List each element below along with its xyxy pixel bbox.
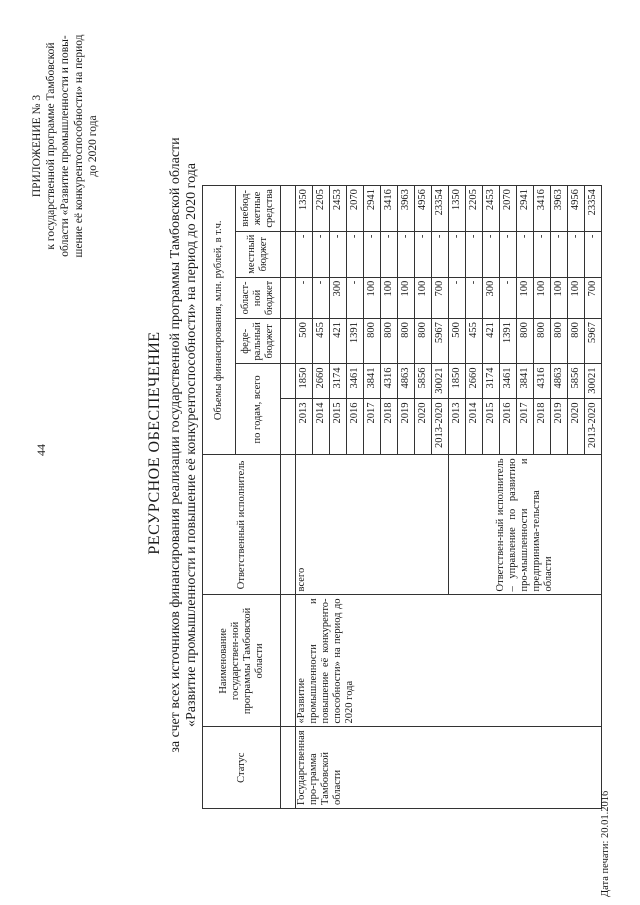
year-cell: 2013-2020 — [585, 399, 602, 455]
extra-cell: 2205 — [466, 186, 483, 232]
federal-cell: 800 — [551, 319, 568, 364]
regional-cell: 300 — [330, 277, 347, 318]
total-cell: 3841 — [364, 364, 381, 399]
appendix-line: шение её конкурентоспособности» на период — [73, 34, 85, 258]
empty-cell — [281, 364, 296, 399]
appendix-note — [30, 21, 100, 271]
local-cell: - — [381, 231, 398, 277]
total-cell: 4316 — [534, 364, 551, 399]
total-cell: 4863 — [551, 364, 568, 399]
empty-cell — [281, 455, 296, 595]
extra-cell: 2453 — [330, 186, 347, 232]
header-regional: област-ной бюджет — [236, 277, 281, 318]
federal-cell: 421 — [483, 319, 500, 364]
executor-cell: всего — [296, 455, 449, 595]
extra-cell: 3416 — [534, 186, 551, 232]
year-cell: 2018 — [534, 399, 551, 455]
header-funding-group: Объемы финансирования, млн. рублей, в т.ч. — [203, 186, 236, 455]
total-cell: 3174 — [483, 364, 500, 399]
federal-cell: 500 — [449, 319, 466, 364]
year-cell: 2013 — [449, 399, 466, 455]
appendix-line: до 2020 года — [87, 115, 99, 177]
extra-cell: 2941 — [517, 186, 534, 232]
local-cell: - — [534, 231, 551, 277]
year-cell: 2020 — [568, 399, 585, 455]
regional-cell: 100 — [415, 277, 432, 318]
local-cell: - — [313, 231, 330, 277]
funding-table — [202, 185, 602, 809]
regional-cell: - — [466, 277, 483, 318]
empty-cell — [281, 277, 296, 318]
header-local: местный бюджет — [236, 231, 281, 277]
local-cell: - — [330, 231, 347, 277]
empty-cell — [281, 186, 296, 232]
total-cell: 1850 — [449, 364, 466, 399]
federal-cell: 800 — [381, 319, 398, 364]
year-cell: 2016 — [347, 399, 364, 455]
header-program-name: Наименование государствен-ной программы Тамбовской области — [203, 595, 281, 727]
header-executor: Ответственный исполнитель — [203, 455, 281, 595]
federal-cell: 800 — [517, 319, 534, 364]
empty-cell — [281, 595, 296, 727]
total-cell: 30021 — [585, 364, 602, 399]
regional-cell: 100 — [551, 277, 568, 318]
federal-cell: 800 — [364, 319, 381, 364]
local-cell: - — [585, 231, 602, 277]
extra-cell: 23354 — [432, 186, 449, 232]
regional-cell: 100 — [534, 277, 551, 318]
local-cell: - — [483, 231, 500, 277]
extra-cell: 2941 — [364, 186, 381, 232]
regional-cell: - — [500, 277, 517, 318]
regional-cell: - — [296, 277, 313, 318]
local-cell: - — [364, 231, 381, 277]
extra-cell: 2205 — [313, 186, 330, 232]
year-cell: 2013 — [296, 399, 313, 455]
extra-cell: 3416 — [381, 186, 398, 232]
regional-cell: 100 — [517, 277, 534, 318]
regional-cell: 100 — [381, 277, 398, 318]
empty-cell — [281, 727, 296, 809]
extra-cell: 1350 — [449, 186, 466, 232]
year-cell: 2014 — [313, 399, 330, 455]
table-row — [296, 186, 313, 809]
header-row — [281, 186, 296, 809]
federal-cell: 5967 — [585, 319, 602, 364]
appendix-line: ПРИЛОЖЕНИЕ № 3 — [31, 94, 43, 198]
header-status: Статус — [203, 727, 281, 809]
federal-cell: 421 — [330, 319, 347, 364]
appendix-line: области «Развитие промышленности и повы- — [59, 35, 71, 257]
total-cell: 4316 — [381, 364, 398, 399]
total-cell: 2660 — [466, 364, 483, 399]
total-cell: 3461 — [347, 364, 364, 399]
executor-cell: Ответствен-ный исполнитель – управление по развитию про-мышленности и предпринима-тельства области — [449, 455, 602, 595]
empty-cell — [281, 231, 296, 277]
year-cell: 2015 — [330, 399, 347, 455]
federal-cell: 800 — [568, 319, 585, 364]
regional-cell: 700 — [432, 277, 449, 318]
local-cell: - — [517, 231, 534, 277]
total-cell: 5856 — [568, 364, 585, 399]
regional-cell: 100 — [568, 277, 585, 318]
extra-cell: 2453 — [483, 186, 500, 232]
regional-cell: 100 — [398, 277, 415, 318]
year-cell: 2016 — [500, 399, 517, 455]
subtitle-line: за счет всех источников финансирования реализации государственной программы Тамбовской области — [168, 137, 183, 753]
extra-cell: 4956 — [415, 186, 432, 232]
year-cell: 2017 — [364, 399, 381, 455]
program-name-cell: «Развитие промышленности и повышение её конкуренто-способности» на период до 2020 года — [296, 595, 602, 727]
header-by-year: по годам, всего — [236, 364, 281, 455]
total-cell: 3174 — [330, 364, 347, 399]
extra-cell: 3963 — [398, 186, 415, 232]
federal-cell: 1391 — [500, 319, 517, 364]
extra-cell: 2070 — [347, 186, 364, 232]
year-cell: 2018 — [381, 399, 398, 455]
local-cell: - — [568, 231, 585, 277]
year-cell: 2020 — [415, 399, 432, 455]
federal-cell: 800 — [398, 319, 415, 364]
total-cell: 2660 — [313, 364, 330, 399]
local-cell: - — [432, 231, 449, 277]
extra-cell: 2070 — [500, 186, 517, 232]
status-cell: Государственная про-грамма Тамбовской области — [296, 727, 602, 809]
local-cell: - — [466, 231, 483, 277]
total-cell: 3841 — [517, 364, 534, 399]
page-number: 44 — [34, 444, 48, 456]
local-cell: - — [449, 231, 466, 277]
total-cell: 3461 — [500, 364, 517, 399]
federal-cell: 455 — [313, 319, 330, 364]
header-extra: внебюд-жетные средства — [236, 186, 281, 232]
local-cell: - — [347, 231, 364, 277]
document-title: РЕСУРСНОЕ ОБЕСПЕЧЕНИЕ — [146, 331, 163, 555]
extra-cell: 4956 — [568, 186, 585, 232]
local-cell: - — [551, 231, 568, 277]
document-subtitle — [168, 65, 200, 825]
regional-cell: 700 — [585, 277, 602, 318]
regional-cell: - — [449, 277, 466, 318]
year-cell: 2015 — [483, 399, 500, 455]
year-cell: 2019 — [551, 399, 568, 455]
federal-cell: 500 — [296, 319, 313, 364]
federal-cell: 455 — [466, 319, 483, 364]
regional-cell: - — [313, 277, 330, 318]
total-cell: 4863 — [398, 364, 415, 399]
federal-cell: 800 — [415, 319, 432, 364]
extra-cell: 3963 — [551, 186, 568, 232]
local-cell: - — [398, 231, 415, 277]
regional-cell: - — [347, 277, 364, 318]
regional-cell: 100 — [364, 277, 381, 318]
total-cell: 1850 — [296, 364, 313, 399]
empty-cell — [281, 399, 296, 455]
local-cell: - — [415, 231, 432, 277]
empty-cell — [281, 319, 296, 364]
federal-cell: 800 — [534, 319, 551, 364]
year-cell: 2017 — [517, 399, 534, 455]
year-cell: 2013-2020 — [432, 399, 449, 455]
header-row — [203, 186, 236, 809]
year-cell: 2019 — [398, 399, 415, 455]
total-cell: 5856 — [415, 364, 432, 399]
regional-cell: 300 — [483, 277, 500, 318]
appendix-line: к государственной программе Тамбовской — [45, 42, 57, 250]
total-cell: 30021 — [432, 364, 449, 399]
local-cell: - — [296, 231, 313, 277]
header-federal: феде-ральный бюджет — [236, 319, 281, 364]
year-cell: 2014 — [466, 399, 483, 455]
print-date: Дата печати: 20.01.2016 — [600, 790, 611, 897]
federal-cell: 1391 — [347, 319, 364, 364]
subtitle-line: «Развитие промышленности и повышение её конкурентоспособности» на период до 2020 года — [184, 163, 199, 728]
extra-cell: 23354 — [585, 186, 602, 232]
extra-cell: 1350 — [296, 186, 313, 232]
local-cell: - — [500, 231, 517, 277]
federal-cell: 5967 — [432, 319, 449, 364]
